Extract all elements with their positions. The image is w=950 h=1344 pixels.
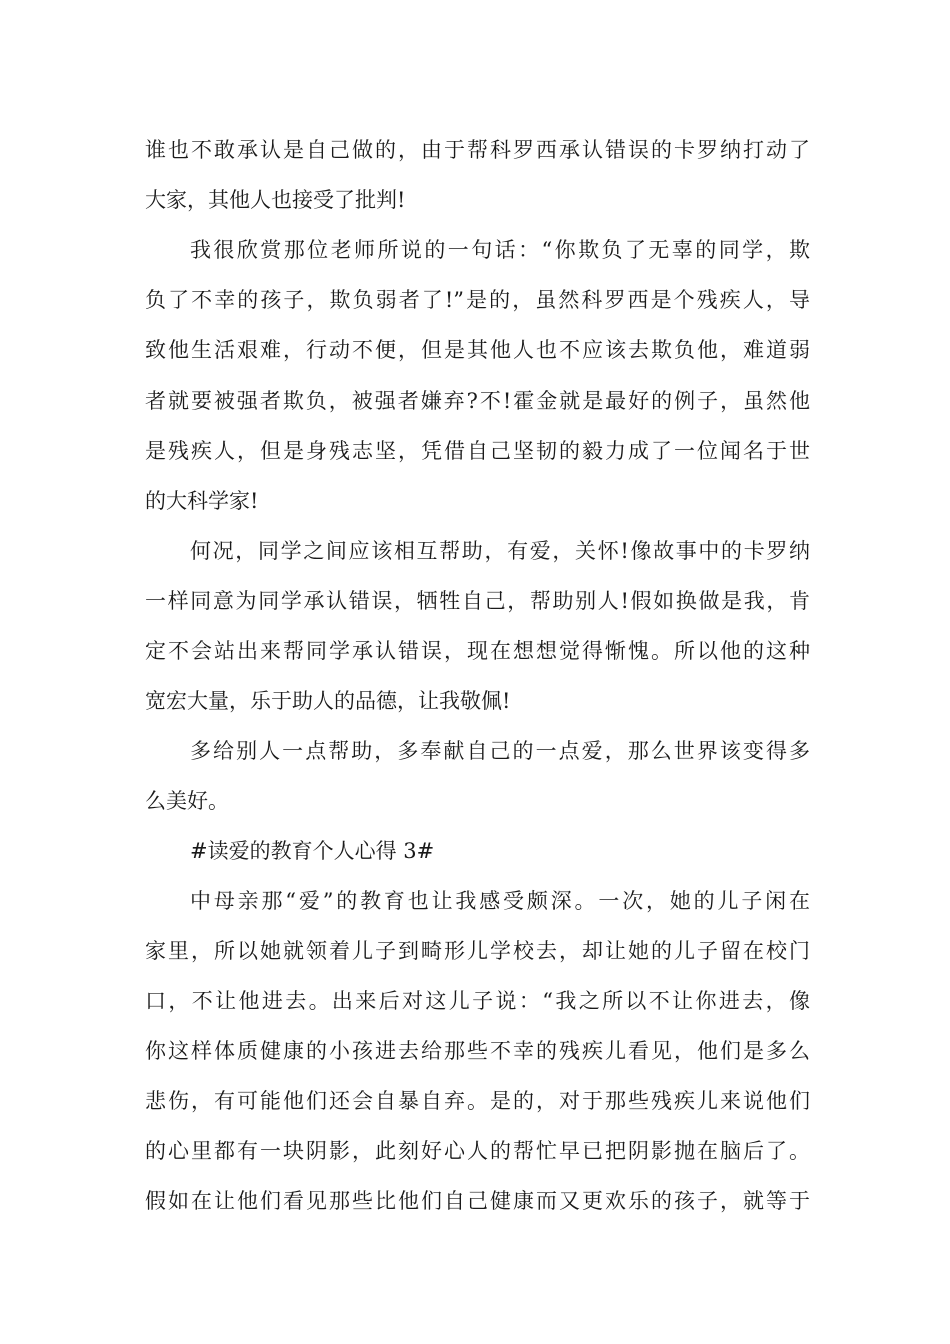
- text-line: 么美好。: [145, 789, 229, 813]
- text-line: 者就要被强者欺负，被强者嫌弃?不!霍金就是最好的例子，虽然他: [145, 389, 810, 413]
- text-line: 是残疾人，但是身残志坚，凭借自己坚韧的毅力成了一位闻名于世: [145, 439, 810, 463]
- text-line: 谁也不敢承认是自己做的，由于帮科罗西承认错误的卡罗纳打动了: [145, 138, 810, 162]
- text-line: 家里，所以她就领着儿子到畸形儿学校去，却让她的儿子留在校门: [145, 939, 810, 963]
- text-line: 的大科学家!: [145, 489, 259, 513]
- text-line: 我很欣赏那位老师所说的一句话：“你欺负了无辜的同学，欺: [190, 238, 810, 262]
- text-line: 负了不幸的孩子，欺负弱者了!”是的，虽然科罗西是个残疾人，导: [145, 288, 810, 312]
- text-line: 何况，同学之间应该相互帮助，有爱，关怀!像故事中的卡罗纳: [190, 539, 810, 563]
- text-line: 中母亲那“爱”的教育也让我感受颇深。一次，她的儿子闲在: [190, 889, 810, 913]
- text-line: 定不会站出来帮同学承认错误，现在想想觉得惭愧。所以他的这种: [145, 639, 810, 663]
- text-line: 你这样体质健康的小孩进去给那些不幸的残疾儿看见，他们是多么: [145, 1039, 810, 1063]
- text-line: 大家，其他人也接受了批判!: [145, 188, 406, 212]
- section-heading: #读爱的教育个人心得 3#: [190, 839, 435, 863]
- text-line: 致他生活艰难，行动不便，但是其他人也不应该去欺负他，难道弱: [145, 338, 810, 362]
- text-line: 多给别人一点帮助，多奉献自己的一点爱，那么世界该变得多: [190, 739, 810, 763]
- text-line: 口，不让他进去。出来后对这儿子说：“我之所以不让你进去，像: [145, 989, 810, 1013]
- text-line: 一样同意为同学承认错误，牺牲自己，帮助别人!假如换做是我，肯: [145, 589, 810, 613]
- text-line: 悲伤，有可能他们还会自暴自弃。是的，对于那些残疾儿来说他们: [145, 1089, 810, 1113]
- text-line: 的心里都有一块阴影，此刻好心人的帮忙早已把阴影抛在脑后了。: [145, 1139, 810, 1163]
- text-line: 假如在让他们看见那些比他们自己健康而又更欢乐的孩子，就等于: [145, 1189, 810, 1213]
- text-line: 宽宏大量，乐于助人的品德，让我敬佩!: [145, 689, 511, 713]
